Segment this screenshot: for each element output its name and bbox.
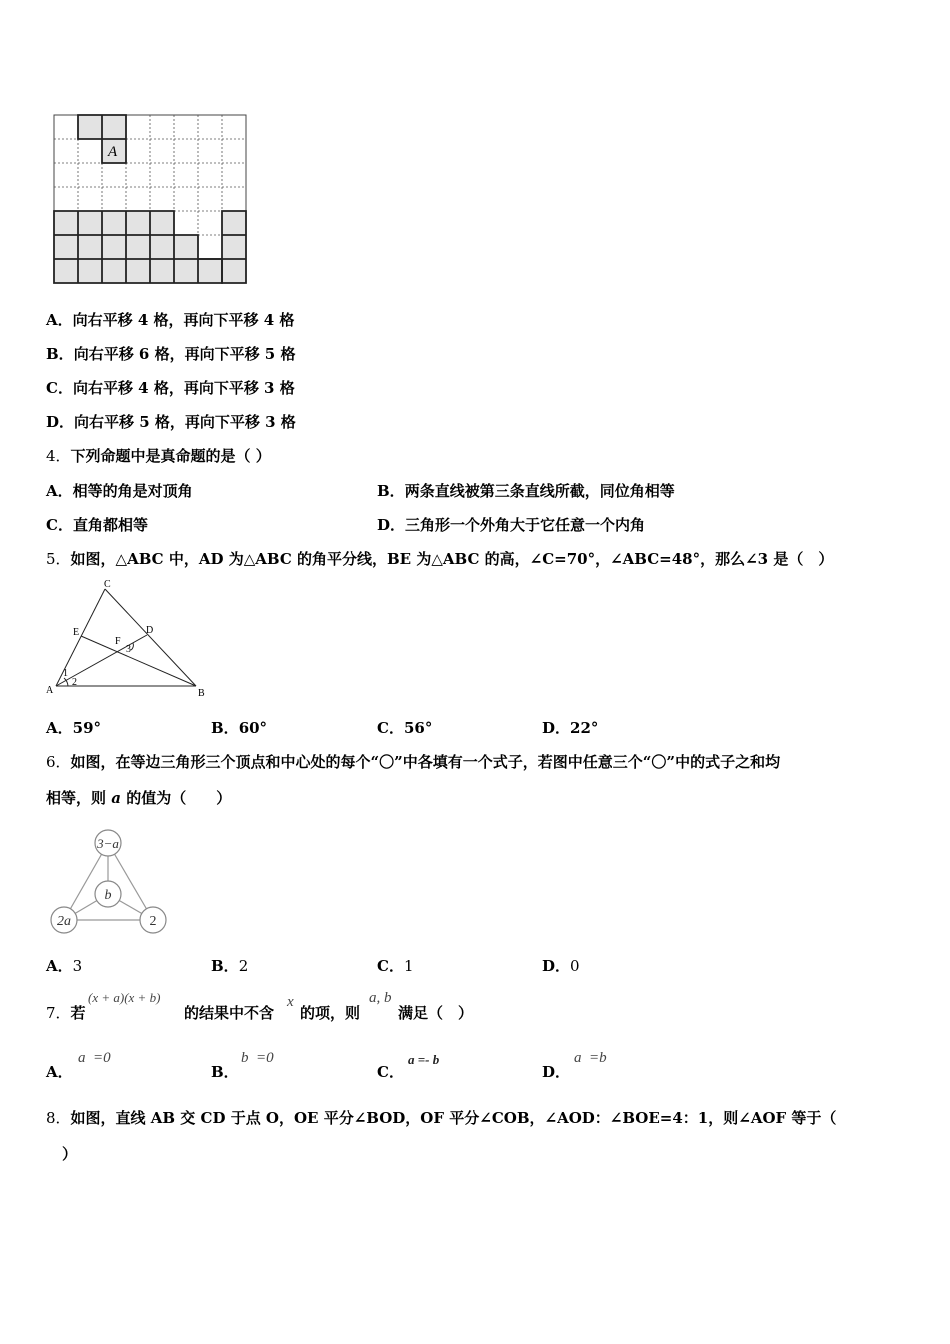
vertex-b-label: B <box>198 688 205 699</box>
q7-expression: (x + a)(x + b) <box>88 990 161 1005</box>
q6-option-d: D．0 <box>542 957 580 975</box>
grid-label-a: A <box>108 144 118 160</box>
q7-vars-ab: a, b <box>369 990 392 1006</box>
circle-right-expr: 2 <box>149 914 157 929</box>
q7-option-b: B． <box>211 1063 239 1081</box>
q7-stem-post: 满足（ ） <box>398 1004 474 1022</box>
translation-grid-figure <box>50 112 250 288</box>
q5-option-c: C．56° <box>377 719 433 737</box>
angle-3-label: 3 <box>126 644 131 655</box>
q7-stem-number: 7．若 <box>46 1004 86 1022</box>
q6-option-a: A．3 <box>46 957 83 975</box>
q7-var-x: x <box>287 994 294 1010</box>
vertex-e-label: E <box>73 627 80 638</box>
q5-stem: 5．如图，△ABC 中，AD 为△ABC 的角平分线，BE 为△ABC 的高，∠C=70°，∠ABC=48°，那么∠3 是（ ） <box>46 550 834 568</box>
angle-2-label: 2 <box>72 677 77 688</box>
q7-stem-mid: 的结果中不含 <box>184 1004 275 1022</box>
q8-stem-line-2: ） <box>62 1145 78 1163</box>
q3-option-b: B．向右平移 6 格，再向下平移 5 格 <box>46 345 296 363</box>
equilateral-triangle-figure <box>46 826 172 938</box>
q6-option-b: B．2 <box>211 957 249 975</box>
q7-option-a: A． <box>46 1063 73 1081</box>
q4-option-c: C．直角都相等 <box>46 516 148 534</box>
q4-option-b: B．两条直线被第三条直线所截，同位角相等 <box>377 482 675 500</box>
circle-top-expr: 3−a <box>97 836 119 851</box>
vertex-a-label: A <box>46 685 54 696</box>
circle-left-expr: 2a <box>57 914 71 929</box>
q3-option-a: A．向右平移 4 格，再向下平移 4 格 <box>46 311 295 329</box>
q7-option-b-expr: b =0 <box>241 1050 274 1066</box>
q4-stem: 4．下列命题中是真命题的是（ ） <box>46 447 271 465</box>
q7-option-d: D． <box>542 1063 571 1081</box>
q4-option-a: A．相等的角是对顶角 <box>46 482 193 500</box>
vertex-f-label: F <box>115 636 121 647</box>
q8-stem-line-1: 8．如图，直线 AB 交 CD 于点 O，OE 平分∠BOD，OF 平分∠COB，∠AOD：∠BOE=4：1，则∠AOF 等于（ <box>46 1109 837 1127</box>
q3-option-d: D．向右平移 5 格，再向下平移 3 格 <box>46 413 296 431</box>
q4-option-d: D．三角形一个外角大于它任意一个内角 <box>377 516 646 534</box>
vertex-c-label: C <box>104 580 111 590</box>
q6-stem-line-2: 相等，则 a 的值为（ ） <box>46 789 232 807</box>
q7-option-c-expr: a =- b <box>408 1052 440 1067</box>
circle-center-expr: b <box>104 888 112 903</box>
q5-option-b: B．60° <box>211 719 268 737</box>
q7-option-a-expr: a =0 <box>78 1050 111 1066</box>
q7-option-d-expr: a =b <box>574 1050 607 1066</box>
q3-option-c: C．向右平移 4 格，再向下平移 3 格 <box>46 379 295 397</box>
vertex-d-label: D <box>146 625 154 636</box>
angle-1-label: 1 <box>63 668 68 679</box>
q6-stem-line-1: 6．如图，在等边三角形三个顶点和中心处的每个“〇”中各填有一个式子，若图中任意三个“〇”中的式子之和均 <box>46 753 781 771</box>
q5-option-d: D．22° <box>542 719 599 737</box>
q5-option-a: A．59° <box>46 719 102 737</box>
q6-option-c: C．1 <box>377 957 414 975</box>
q7-option-c: C． <box>377 1063 404 1081</box>
q7-stem-mid2: 的项，则 <box>300 1004 361 1022</box>
triangle-abc-figure <box>44 580 214 700</box>
